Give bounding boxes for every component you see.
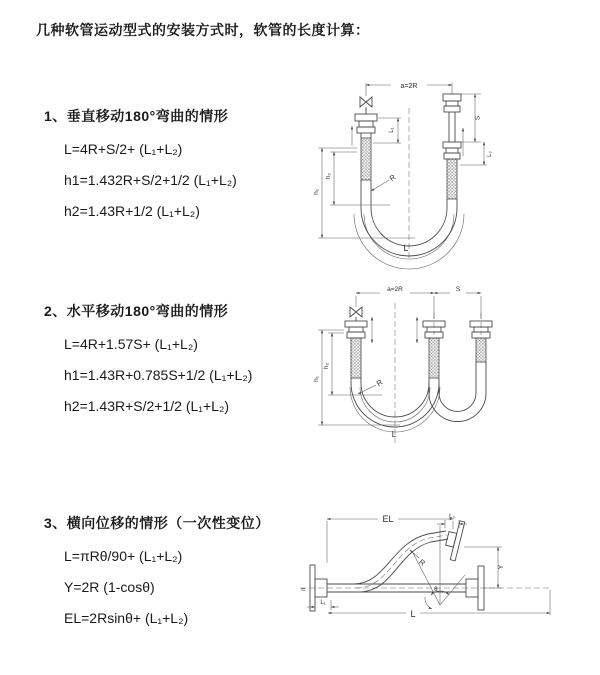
formula-line: h2=1.43R+1/2 (L₁+L₂) bbox=[64, 203, 200, 219]
hose-wall bbox=[447, 199, 457, 208]
dim-label-l2: L₂ bbox=[487, 151, 493, 157]
dim-label-theta: θ bbox=[434, 586, 438, 593]
section-2-heading: 2、水平移动180°弯曲的情形 bbox=[44, 303, 229, 319]
braided-hose-section bbox=[447, 159, 457, 199]
dimension-el bbox=[327, 514, 453, 563]
dimension-s bbox=[434, 286, 481, 293]
hose-displaced-position bbox=[354, 531, 448, 592]
dim-label-r: R bbox=[417, 557, 427, 568]
dim-label-h1: h₁ bbox=[313, 376, 320, 382]
pipe-break-mark: ≈ bbox=[301, 585, 306, 594]
hose-end-fitting-right-upper bbox=[443, 94, 461, 142]
dimension-a2r bbox=[356, 286, 481, 319]
radius-callout bbox=[371, 172, 398, 191]
section-1-formulas bbox=[64, 134, 237, 227]
formula-line: L=πRθ/90+ (L₁+L₂) bbox=[64, 548, 183, 564]
formula-line: h2=1.43R+S/2+1/2 (L₁+L₂) bbox=[64, 398, 230, 414]
dim-label-r: R bbox=[374, 377, 385, 388]
hose-bend-arcs-moved bbox=[429, 393, 486, 422]
braided-hose-section bbox=[361, 138, 371, 180]
dim-label-el: EL bbox=[382, 514, 394, 524]
diagram-horizontal-bend bbox=[310, 283, 525, 455]
dim-label-s: S bbox=[474, 115, 482, 121]
page-title: 几种软管运动型式的安装方式时，软管的长度计算： bbox=[36, 22, 370, 38]
dim-label-a2r: a=2R bbox=[400, 83, 418, 90]
flange-right-upper bbox=[442, 519, 464, 561]
formula-line: Y=2R (1-cosθ) bbox=[64, 579, 155, 595]
dimension-l2 bbox=[437, 514, 467, 528]
valve-icon bbox=[350, 307, 362, 321]
hose-wall bbox=[361, 180, 371, 208]
centerline bbox=[300, 585, 550, 594]
section-1-heading: 1、垂直移动180°弯曲的情形 bbox=[44, 108, 229, 124]
dim-label-s: S bbox=[455, 286, 461, 293]
formula-line: L=4R+S/2+ (L₁+L₂) bbox=[64, 141, 183, 157]
hose-end-fitting-left bbox=[345, 321, 367, 338]
formula-line: h1=1.43R+0.785S+1/2 (L₁+L₂) bbox=[64, 367, 253, 383]
dim-label-h2: h₂ bbox=[323, 362, 330, 370]
hose-end-fitting-right-lower bbox=[443, 142, 461, 159]
dim-label-y: Y bbox=[498, 564, 505, 570]
dimension-l bbox=[328, 590, 550, 619]
dim-label-l: L bbox=[403, 243, 409, 253]
section-2-formulas bbox=[64, 329, 252, 422]
dim-label-l1: L₁ bbox=[320, 600, 326, 606]
dim-label-h1: h₁ bbox=[313, 189, 320, 195]
formula-line: L=4R+1.57S+ (L₁+L₂) bbox=[64, 336, 198, 352]
dim-label-l: L bbox=[391, 430, 397, 439]
angle-construction bbox=[412, 525, 465, 609]
section-3-heading: 3、横向位移的情形（一次性变位） bbox=[44, 515, 270, 531]
dim-label-l2: L₂ bbox=[449, 514, 455, 520]
dim-label-r: R bbox=[387, 172, 398, 183]
dimension-y bbox=[464, 547, 505, 588]
hose-end-fitting-left bbox=[355, 114, 377, 138]
dimension-l2 bbox=[460, 142, 493, 165]
braided-hose-section bbox=[476, 338, 486, 362]
dimension-l1 bbox=[307, 600, 339, 610]
dimension-l1 bbox=[373, 118, 401, 143]
hose-wall bbox=[351, 362, 486, 393]
dim-label-l: L bbox=[410, 609, 416, 619]
braided-hose-section bbox=[429, 338, 439, 378]
formula-line: h1=1.432R+S/2+1/2 (L₁+L₂) bbox=[64, 172, 237, 188]
braided-hose-section bbox=[351, 338, 361, 378]
dim-label-h2: h₂ bbox=[325, 172, 332, 180]
section-3-formulas bbox=[64, 541, 188, 634]
dimension-h2 bbox=[325, 152, 390, 205]
diagram-lateral-displacement bbox=[298, 505, 560, 650]
formula-line: EL=2Rsinθ+ (L₁+L₂) bbox=[64, 610, 189, 626]
dim-label-a2r: a=2R bbox=[387, 286, 403, 293]
dim-label-l1: L₁ bbox=[389, 127, 395, 133]
dimension-a2r bbox=[366, 83, 452, 96]
valve-icon bbox=[360, 97, 372, 114]
end-length-arrows bbox=[372, 317, 417, 343]
diagram-vertical-bend bbox=[305, 70, 505, 262]
